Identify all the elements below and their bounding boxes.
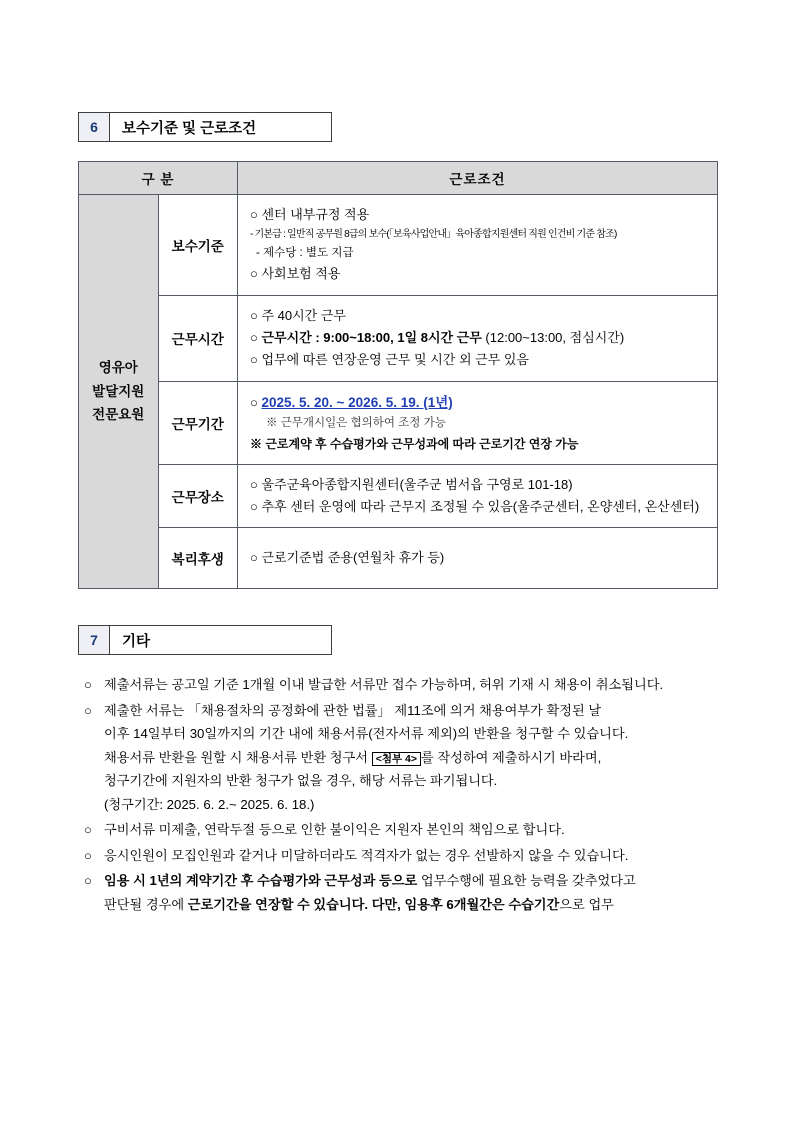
section-6-number: 6 — [78, 112, 110, 142]
section-7-title: 기타 — [110, 625, 332, 655]
salary-line-4: ○ 사회보험 적용 — [250, 266, 341, 282]
list-bullet: ○ — [84, 702, 92, 718]
item2-line3-post: 를 작성하여 제출하시기 바라며, — [421, 749, 602, 765]
row-label-hours: 근무시간 — [158, 295, 238, 381]
list-bullet: ○ — [84, 677, 92, 693]
item5-pre-2: 판단될 경우에 — [104, 896, 188, 912]
salary-line-1: ○ 센터 내부규정 적용 — [250, 207, 370, 222]
hours-bold: 근무시간 : 9:00~18:00, 1일 8시간 근무 — [261, 330, 482, 346]
item2-line3-pre: 채용서류 반환을 원할 시 채용서류 반환 청구서 — [104, 749, 369, 765]
item2-line-1: 제출한 서류는 「채용절차의 공정화에 관한 법률」 제11조에 의거 채용여부가 확정된 날 — [104, 702, 602, 718]
section-6-header-wrap — [0, 0, 793, 142]
item5-bold-1: 임용 시 1년의 계약기간 후 수습평가와 근무성과 등으로 — [104, 873, 418, 889]
hours-line-3: ○ 업무에 따른 연장운영 근무 및 시간 외 근무 있음 — [250, 352, 529, 368]
header-division: 구 분 — [79, 162, 238, 195]
row-content-period — [238, 381, 718, 464]
period-bullet: ○ — [250, 394, 262, 410]
hours-prefix: ○ — [250, 330, 262, 346]
list-item-text — [104, 699, 724, 817]
list-item — [84, 818, 724, 842]
list-item — [84, 699, 724, 817]
item5-line-2 — [104, 893, 724, 917]
period-line — [250, 391, 707, 414]
row-content-location — [238, 464, 718, 528]
location-line-1: ○ 울주군육아종합지원센터(울주군 범서읍 구영로 101-18) — [250, 476, 573, 492]
item2-line-4: 청구기간에 지원자의 반환 청구가 없을 경우, 해당 서류는 파기됩니다. — [104, 773, 498, 789]
row-label-period: 근무기간 — [158, 381, 238, 464]
list-item — [84, 844, 724, 868]
item2-line-2: 이후 14일부터 30일까지의 기간 내에 채용서류(전자서류 제외)의 반환을 청구할 수 있습니다. — [104, 726, 629, 742]
row-content-welfare — [238, 528, 718, 589]
item2-line-3 — [104, 746, 724, 770]
salary-line-3: - 제수당 : 별도 지급 — [256, 246, 354, 259]
hours-plain: (12:00~13:00, 점심시간) — [481, 330, 625, 346]
list-item — [84, 673, 724, 697]
list-bullet: ○ — [84, 847, 92, 863]
section-6-header — [78, 112, 793, 142]
work-conditions-table — [78, 161, 718, 589]
header-conditions: 근로조건 — [238, 162, 718, 195]
row-label-location: 근무장소 — [158, 464, 238, 528]
period-note-2: ※ 근로계약 후 수습평가와 근무성과에 따라 근로기간 연장 가능 — [250, 436, 579, 451]
table-header-row — [79, 162, 718, 195]
table-row — [79, 381, 718, 464]
attachment-ref-box: <첨부 4> — [372, 752, 421, 766]
period-note-1: ※ 근무개시일은 협의하여 조정 가능 — [266, 417, 446, 430]
section-6-title: 보수기준 및 근로조건 — [110, 112, 332, 142]
list-item-text — [104, 869, 724, 916]
list-item-text: 응시인원이 모집인원과 같거나 미달하더라도 적격자가 없는 경우 선발하지 않을 수 있습니다. — [104, 847, 629, 863]
row-label-salary: 보수기준 — [158, 195, 238, 296]
item5-rest-1: 업무수행에 필요한 능력을 갖추었다고 — [417, 873, 636, 889]
welfare-line-1: ○ 근로기준법 준용(연월차 휴가 등) — [250, 550, 445, 566]
list-item-text: 제출서류는 공고일 기준 1개월 이내 발급한 서류만 접수 가능하며, 허위 기재 시 채용이 취소됩니다. — [104, 677, 664, 693]
table-row — [79, 195, 718, 296]
item5-post-2: 으로 업무 — [559, 896, 614, 912]
list-item — [84, 869, 724, 916]
list-bullet: ○ — [84, 822, 92, 838]
etc-list — [84, 673, 724, 916]
section-7-header — [78, 625, 793, 655]
salary-line-2: - 기본급 : 일반직 공무원 8급의 보수(「보육사업안내」육아종합지원센터 직원 인건비 기준 참조) — [250, 229, 617, 241]
item2-line-5: (청구기간: 2025. 6. 2.~ 2025. 6. 18.) — [104, 796, 315, 812]
row-group-label — [79, 195, 159, 589]
period-value: 2025. 5. 20. ~ 2026. 5. 19. (1년) — [261, 394, 453, 410]
item5-line-1 — [104, 869, 724, 893]
hours-line-1: ○ 주 40시간 근무 — [250, 307, 346, 323]
group-label-line-1: 영유아 — [98, 360, 138, 376]
row-content-salary — [238, 195, 718, 296]
list-bullet: ○ — [84, 873, 92, 889]
table-row — [79, 528, 718, 589]
row-label-welfare: 복리후생 — [158, 528, 238, 589]
item5-bold-2: 근로기간을 연장할 수 있습니다. 다만, 임용후 6개월간은 수습기간 — [187, 896, 560, 912]
list-item-text: 구비서류 미제출, 연락두절 등으로 인한 불이익은 지원자 본인의 책임으로 합니다. — [104, 822, 565, 838]
section-7-header-wrap — [0, 625, 793, 655]
row-content-hours — [238, 295, 718, 381]
group-label-line-2: 발달지원 — [92, 383, 145, 399]
table-row — [79, 464, 718, 528]
location-line-2: ○ 추후 센터 운영에 따라 근무지 조정될 수 있음(울주군센터, 온양센터, 온산센터) — [250, 498, 700, 514]
group-label-line-3: 전문요원 — [92, 407, 145, 423]
hours-line-2 — [250, 327, 707, 349]
section-7-number: 7 — [78, 625, 110, 655]
table-row — [79, 295, 718, 381]
